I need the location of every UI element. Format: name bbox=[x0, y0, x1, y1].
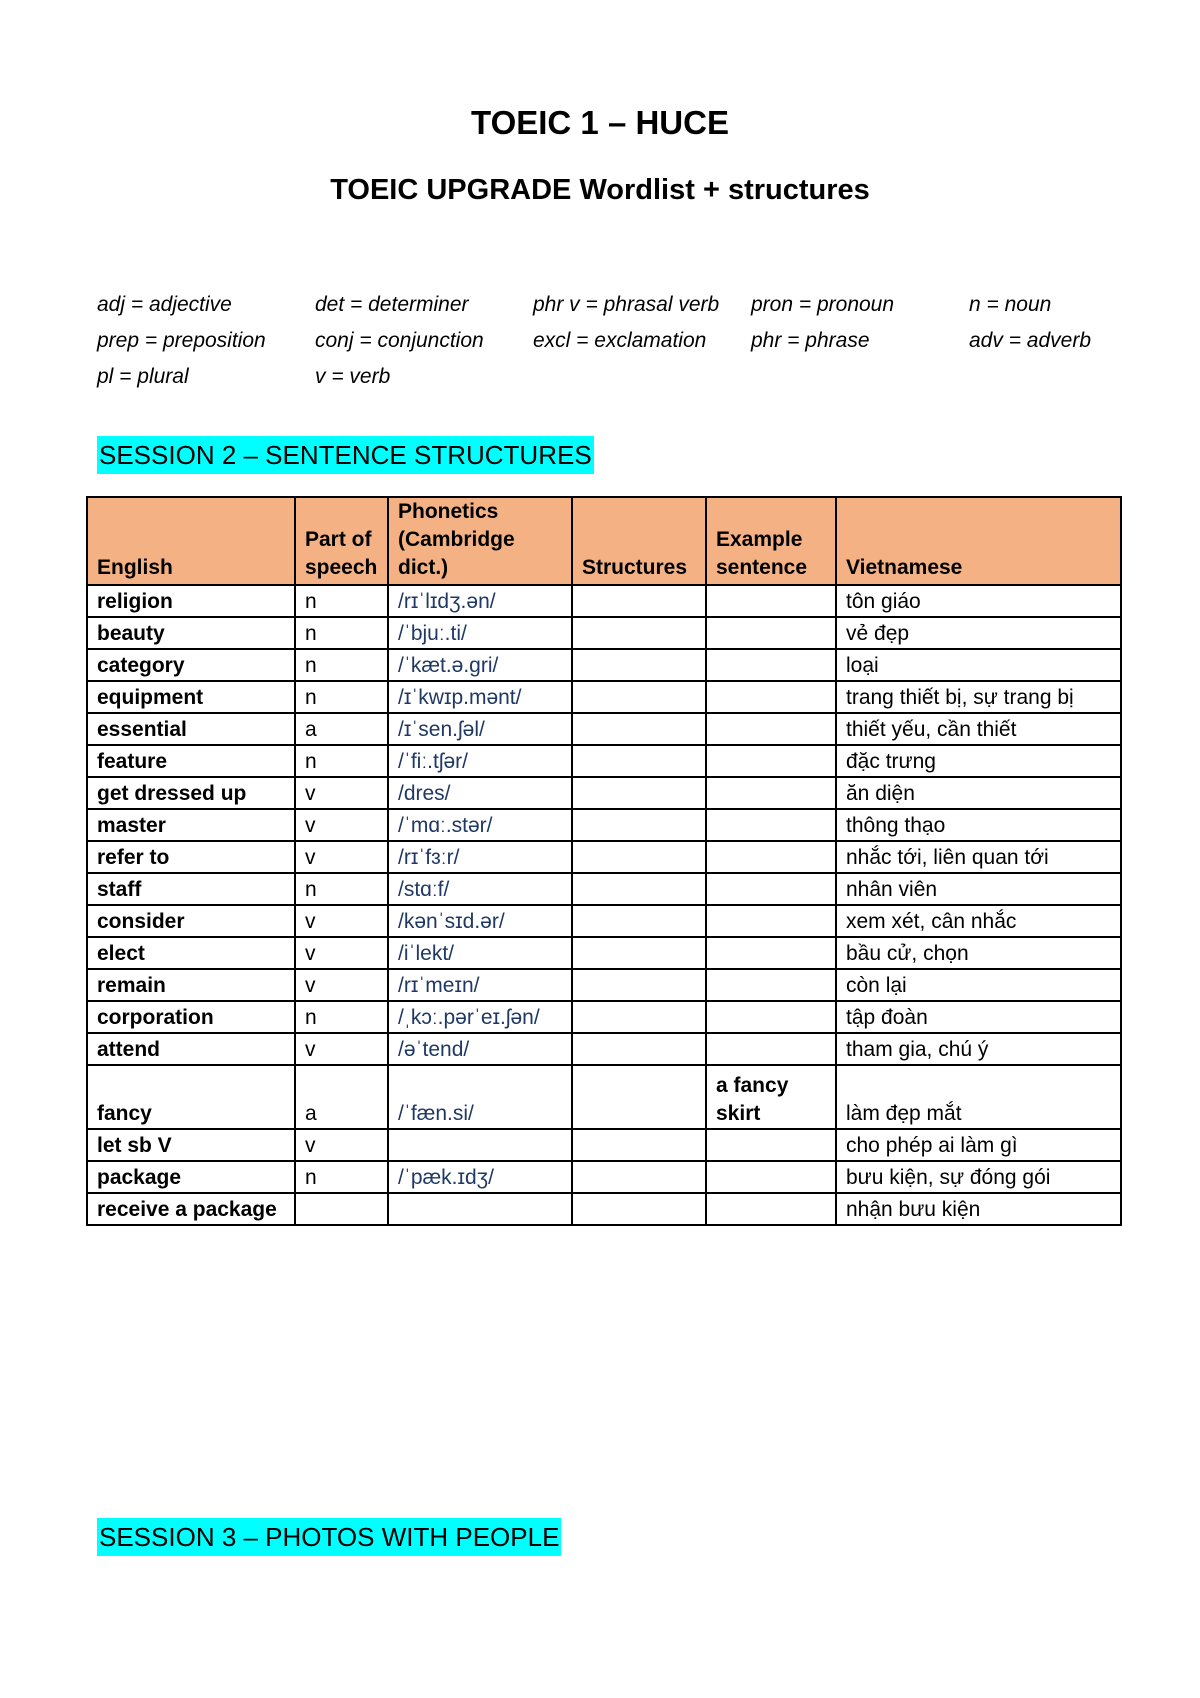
header-vietnamese: Vietnamese bbox=[836, 497, 1121, 585]
header-phonetics: Phonetics (Cambridge dict.) bbox=[388, 497, 572, 585]
cell-structures bbox=[572, 841, 706, 873]
abbreviation-item: v = verb bbox=[315, 365, 391, 388]
cell-vietnamese: bưu kiện, sự đóng gói bbox=[836, 1161, 1121, 1193]
table-row bbox=[87, 1001, 1121, 1033]
cell-example-sentence bbox=[706, 905, 836, 937]
cell-example-sentence bbox=[706, 649, 836, 681]
cell-structures bbox=[572, 809, 706, 841]
table-row bbox=[87, 905, 1121, 937]
table-row bbox=[87, 1193, 1121, 1225]
cell-structures bbox=[572, 969, 706, 1001]
cell-part-of-speech: n bbox=[295, 745, 388, 777]
table-row bbox=[87, 809, 1121, 841]
cell-example-sentence bbox=[706, 1033, 836, 1065]
cell-structures bbox=[572, 1129, 706, 1161]
cell-part-of-speech: v bbox=[295, 777, 388, 809]
cell-example-sentence bbox=[706, 745, 836, 777]
cell-example-sentence bbox=[706, 585, 836, 617]
cell-phonetics bbox=[388, 1193, 572, 1225]
cell-phonetics: /ˈfæn.si/ bbox=[388, 1065, 572, 1129]
table-row bbox=[87, 745, 1121, 777]
cell-vietnamese: tôn giáo bbox=[836, 585, 1121, 617]
cell-structures bbox=[572, 649, 706, 681]
cell-english: equipment bbox=[87, 681, 295, 713]
cell-english: religion bbox=[87, 585, 295, 617]
cell-structures bbox=[572, 681, 706, 713]
table-row bbox=[87, 617, 1121, 649]
cell-english: corporation bbox=[87, 1001, 295, 1033]
cell-phonetics: /ɪˈkwɪp.mənt/ bbox=[388, 681, 572, 713]
cell-part-of-speech: n bbox=[295, 873, 388, 905]
cell-structures bbox=[572, 873, 706, 905]
table-row bbox=[87, 937, 1121, 969]
cell-vietnamese: nhắc tới, liên quan tới bbox=[836, 841, 1121, 873]
cell-part-of-speech: n bbox=[295, 1161, 388, 1193]
cell-part-of-speech: a bbox=[295, 1065, 388, 1129]
cell-structures bbox=[572, 1001, 706, 1033]
cell-part-of-speech bbox=[295, 1193, 388, 1225]
cell-vietnamese: xem xét, cân nhắc bbox=[836, 905, 1121, 937]
cell-example-sentence bbox=[706, 1001, 836, 1033]
cell-example-sentence bbox=[706, 969, 836, 1001]
table-body bbox=[87, 585, 1121, 1225]
table-row bbox=[87, 1129, 1121, 1161]
cell-vietnamese: ăn diện bbox=[836, 777, 1121, 809]
table-row bbox=[87, 1065, 1121, 1129]
cell-phonetics: /kənˈsɪd.ər/ bbox=[388, 905, 572, 937]
cell-structures bbox=[572, 1065, 706, 1129]
cell-structures bbox=[572, 905, 706, 937]
cell-english: refer to bbox=[87, 841, 295, 873]
cell-phonetics: /rɪˈfɜːr/ bbox=[388, 841, 572, 873]
cell-example-sentence: a fancy skirt bbox=[706, 1065, 836, 1129]
cell-phonetics: /iˈlekt/ bbox=[388, 937, 572, 969]
table-row bbox=[87, 969, 1121, 1001]
cell-english: attend bbox=[87, 1033, 295, 1065]
cell-part-of-speech: n bbox=[295, 1001, 388, 1033]
cell-part-of-speech: v bbox=[295, 809, 388, 841]
cell-phonetics: /ɪˈsen.ʃəl/ bbox=[388, 713, 572, 745]
abbreviation-item: conj = conjunction bbox=[315, 329, 484, 352]
abbreviation-item: n = noun bbox=[969, 293, 1052, 316]
cell-english: let sb V bbox=[87, 1129, 295, 1161]
abbreviation-item: pron = pronoun bbox=[751, 293, 895, 316]
abbreviation-item: pl = plural bbox=[97, 365, 189, 388]
cell-phonetics: /rɪˈmeɪn/ bbox=[388, 969, 572, 1001]
cell-phonetics: /ˌkɔː.pərˈeɪ.ʃən/ bbox=[388, 1001, 572, 1033]
cell-structures bbox=[572, 1193, 706, 1225]
cell-structures bbox=[572, 777, 706, 809]
cell-example-sentence bbox=[706, 681, 836, 713]
cell-phonetics: /dres/ bbox=[388, 777, 572, 809]
abbreviation-legend bbox=[97, 292, 1157, 390]
header-structures: Structures bbox=[572, 497, 706, 585]
cell-english: master bbox=[87, 809, 295, 841]
table-row bbox=[87, 681, 1121, 713]
cell-english: elect bbox=[87, 937, 295, 969]
cell-english: get dressed up bbox=[87, 777, 295, 809]
cell-english: receive a package bbox=[87, 1193, 295, 1225]
cell-english: fancy bbox=[87, 1065, 295, 1129]
cell-english: consider bbox=[87, 905, 295, 937]
cell-phonetics: /ˈbjuː.ti/ bbox=[388, 617, 572, 649]
cell-english: essential bbox=[87, 713, 295, 745]
abbreviation-item: prep = preposition bbox=[97, 329, 266, 352]
cell-vietnamese: nhân viên bbox=[836, 873, 1121, 905]
abbreviation-item: phr = phrase bbox=[751, 329, 870, 352]
table-row bbox=[87, 1033, 1121, 1065]
cell-part-of-speech: n bbox=[295, 649, 388, 681]
cell-vietnamese: thiết yếu, cần thiết bbox=[836, 713, 1121, 745]
cell-example-sentence bbox=[706, 809, 836, 841]
cell-structures bbox=[572, 745, 706, 777]
cell-phonetics: /rɪˈlɪdʒ.ən/ bbox=[388, 585, 572, 617]
cell-structures bbox=[572, 1161, 706, 1193]
abbreviation-item: excl = exclamation bbox=[533, 329, 707, 352]
cell-vietnamese: vẻ đẹp bbox=[836, 617, 1121, 649]
abbreviation-item: phr v = phrasal verb bbox=[533, 293, 720, 316]
cell-part-of-speech: v bbox=[295, 969, 388, 1001]
cell-part-of-speech: n bbox=[295, 585, 388, 617]
document-title: TOEIC 1 – HUCE bbox=[471, 104, 729, 141]
session-3-heading: SESSION 3 – PHOTOS WITH PEOPLE bbox=[97, 1518, 561, 1556]
header-example-sentence: Example sentence bbox=[706, 497, 836, 585]
cell-example-sentence bbox=[706, 1129, 836, 1161]
cell-vietnamese: tham gia, chú ý bbox=[836, 1033, 1121, 1065]
cell-vietnamese: thông thạo bbox=[836, 809, 1121, 841]
table-row bbox=[87, 777, 1121, 809]
cell-example-sentence bbox=[706, 841, 836, 873]
abbreviation-item: det = determiner bbox=[315, 293, 469, 316]
header-english: English bbox=[87, 497, 295, 585]
cell-vietnamese: trang thiết bị, sự trang bị bbox=[836, 681, 1121, 713]
cell-vietnamese: bầu cử, chọn bbox=[836, 937, 1121, 969]
cell-vietnamese: cho phép ai làm gì bbox=[836, 1129, 1121, 1161]
cell-phonetics: /ˈkæt.ə.ɡri/ bbox=[388, 649, 572, 681]
cell-example-sentence bbox=[706, 873, 836, 905]
cell-part-of-speech: v bbox=[295, 905, 388, 937]
cell-vietnamese: còn lại bbox=[836, 969, 1121, 1001]
cell-example-sentence bbox=[706, 777, 836, 809]
vocabulary-table bbox=[86, 496, 1122, 1226]
table-row bbox=[87, 873, 1121, 905]
cell-example-sentence bbox=[706, 937, 836, 969]
abbreviation-item: adv = adverb bbox=[969, 329, 1092, 352]
table-row bbox=[87, 649, 1121, 681]
cell-phonetics: /ˈfiː.tʃər/ bbox=[388, 745, 572, 777]
table-row bbox=[87, 1161, 1121, 1193]
cell-example-sentence bbox=[706, 1161, 836, 1193]
cell-example-sentence bbox=[706, 617, 836, 649]
cell-vietnamese: nhận bưu kiện bbox=[836, 1193, 1121, 1225]
cell-part-of-speech: v bbox=[295, 1129, 388, 1161]
cell-vietnamese: làm đẹp mắt bbox=[836, 1065, 1121, 1129]
cell-vietnamese: đặc trưng bbox=[836, 745, 1121, 777]
cell-structures bbox=[572, 937, 706, 969]
cell-english: feature bbox=[87, 745, 295, 777]
cell-structures bbox=[572, 1033, 706, 1065]
header-part-of-speech: Part of speech bbox=[295, 497, 388, 585]
table-row bbox=[87, 841, 1121, 873]
cell-part-of-speech: v bbox=[295, 1033, 388, 1065]
cell-vietnamese: loại bbox=[836, 649, 1121, 681]
cell-structures bbox=[572, 713, 706, 745]
table-header-row bbox=[87, 497, 1121, 585]
cell-structures bbox=[572, 617, 706, 649]
cell-english: staff bbox=[87, 873, 295, 905]
session-2-heading: SESSION 2 – SENTENCE STRUCTURES bbox=[97, 436, 594, 474]
cell-english: package bbox=[87, 1161, 295, 1193]
cell-part-of-speech: v bbox=[295, 841, 388, 873]
cell-phonetics: /ˈpæk.ɪdʒ/ bbox=[388, 1161, 572, 1193]
document-subtitle: TOEIC UPGRADE Wordlist + structures bbox=[330, 174, 870, 206]
cell-part-of-speech: n bbox=[295, 681, 388, 713]
cell-part-of-speech: v bbox=[295, 937, 388, 969]
cell-phonetics: /stɑːf/ bbox=[388, 873, 572, 905]
cell-phonetics bbox=[388, 1129, 572, 1161]
cell-english: category bbox=[87, 649, 295, 681]
table-row bbox=[87, 585, 1121, 617]
cell-phonetics: /ˈmɑː.stər/ bbox=[388, 809, 572, 841]
cell-part-of-speech: a bbox=[295, 713, 388, 745]
cell-english: beauty bbox=[87, 617, 295, 649]
abbreviation-item: adj = adjective bbox=[97, 293, 232, 316]
cell-english: remain bbox=[87, 969, 295, 1001]
cell-structures bbox=[572, 585, 706, 617]
cell-example-sentence bbox=[706, 713, 836, 745]
cell-phonetics: /əˈtend/ bbox=[388, 1033, 572, 1065]
cell-vietnamese: tập đoàn bbox=[836, 1001, 1121, 1033]
table-row bbox=[87, 713, 1121, 745]
cell-part-of-speech: n bbox=[295, 617, 388, 649]
cell-example-sentence bbox=[706, 1193, 836, 1225]
